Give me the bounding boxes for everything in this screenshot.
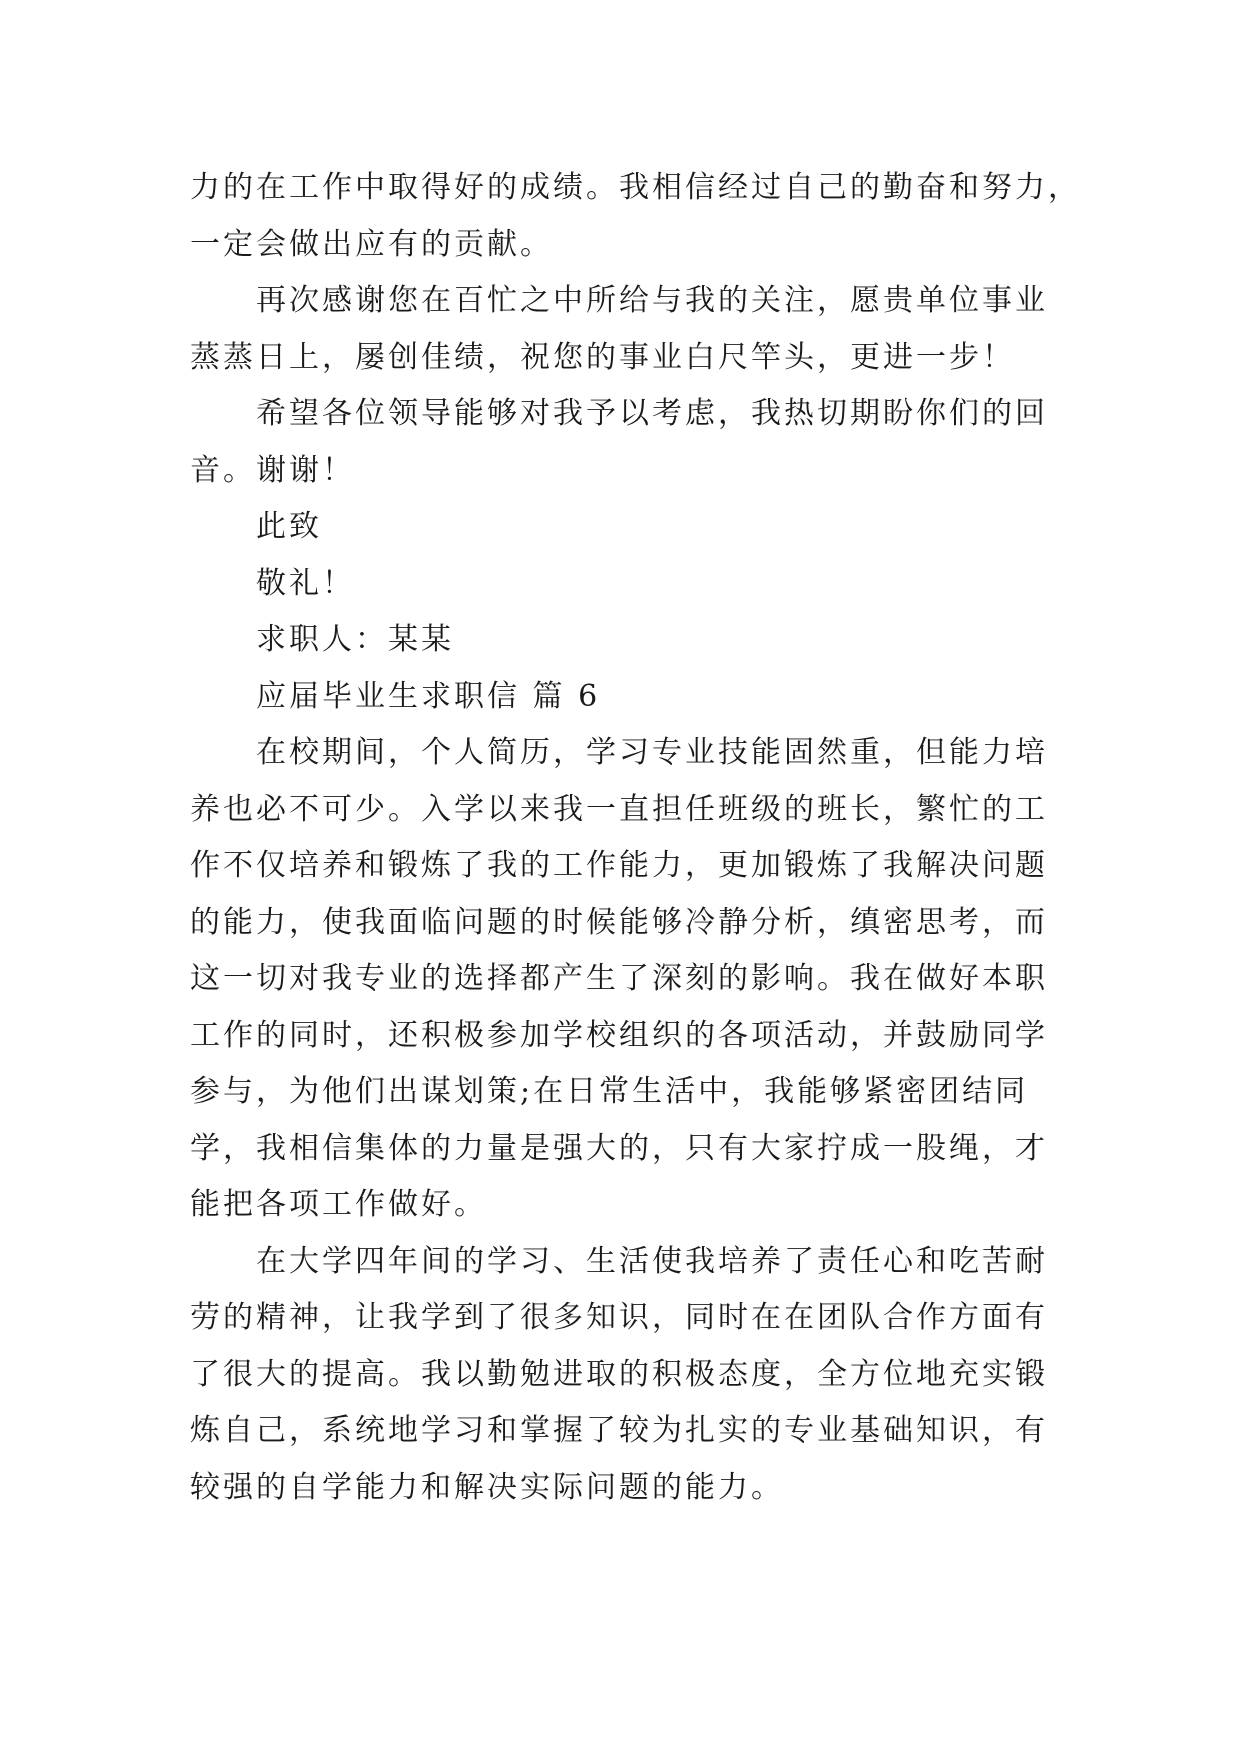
- text-line: 希望各位领导能够对我予以考虑，我热切期盼你们的回: [256, 396, 1048, 431]
- text-line: 学，我相信集体的力量是强大的，只有大家拧成一股绳，才: [190, 1130, 1048, 1166]
- text-line: 音。谢谢！: [190, 452, 355, 488]
- section-heading: 应届毕业生求职信 篇 6: [256, 678, 601, 714]
- text-line: 在校期间，个人简历，学习专业技能固然重，但能力培: [256, 735, 1048, 770]
- text-line: 蒸蒸日上，屡创佳绩，祝您的事业白尺竿头，更进一步！: [190, 339, 1015, 375]
- text-line: 力的在工作中取得好的成绩。我相信经过自己的勤奋和努力，: [190, 170, 1081, 205]
- text-line: 劳的精神，让我学到了很多知识，同时在在团队合作方面有: [190, 1300, 1048, 1335]
- text-line: 这一切对我专业的选择都产生了深刻的影响。我在做好本职: [190, 961, 1048, 996]
- text-line: 参与，为他们出谋划策;在日常生活中，我能够紧密团结同: [190, 1074, 1029, 1109]
- closing-regards: 敬礼！: [256, 565, 355, 601]
- text-line: 的能力，使我面临问题的时候能够冷静分析，缜密思考，而: [190, 904, 1048, 940]
- text-line: 工作的同时，还积极参加学校组织的各项活动，并鼓励同学: [190, 1017, 1048, 1053]
- text-line: 了很大的提高。我以勤勉进取的积极态度，全方位地充实锻: [190, 1356, 1048, 1392]
- text-line: 能把各项工作做好。: [190, 1187, 487, 1222]
- closing-salutation: 此致: [256, 509, 322, 544]
- text-line: 养也必不可少。入学以来我一直担任班级的班长，繁忙的工: [190, 791, 1048, 827]
- text-line: 较强的自学能力和解决实际问题的能力。: [190, 1469, 784, 1505]
- signature-line: 求职人：某某: [256, 622, 454, 657]
- document-body: [190, 160, 1080, 1516]
- text-line: 在大学四年间的学习、生活使我培养了责任心和吃苦耐: [256, 1243, 1048, 1279]
- text-line: 作不仅培养和锻炼了我的工作能力，更加锻炼了我解决问题: [190, 848, 1048, 883]
- text-line: 再次感谢您在百忙之中所给与我的关注，愿贵单位事业: [256, 283, 1048, 318]
- text-line: 一定会做出应有的贡献。: [190, 226, 553, 262]
- text-line: 炼自己，系统地学习和掌握了较为扎实的专业基础知识，有: [190, 1413, 1048, 1448]
